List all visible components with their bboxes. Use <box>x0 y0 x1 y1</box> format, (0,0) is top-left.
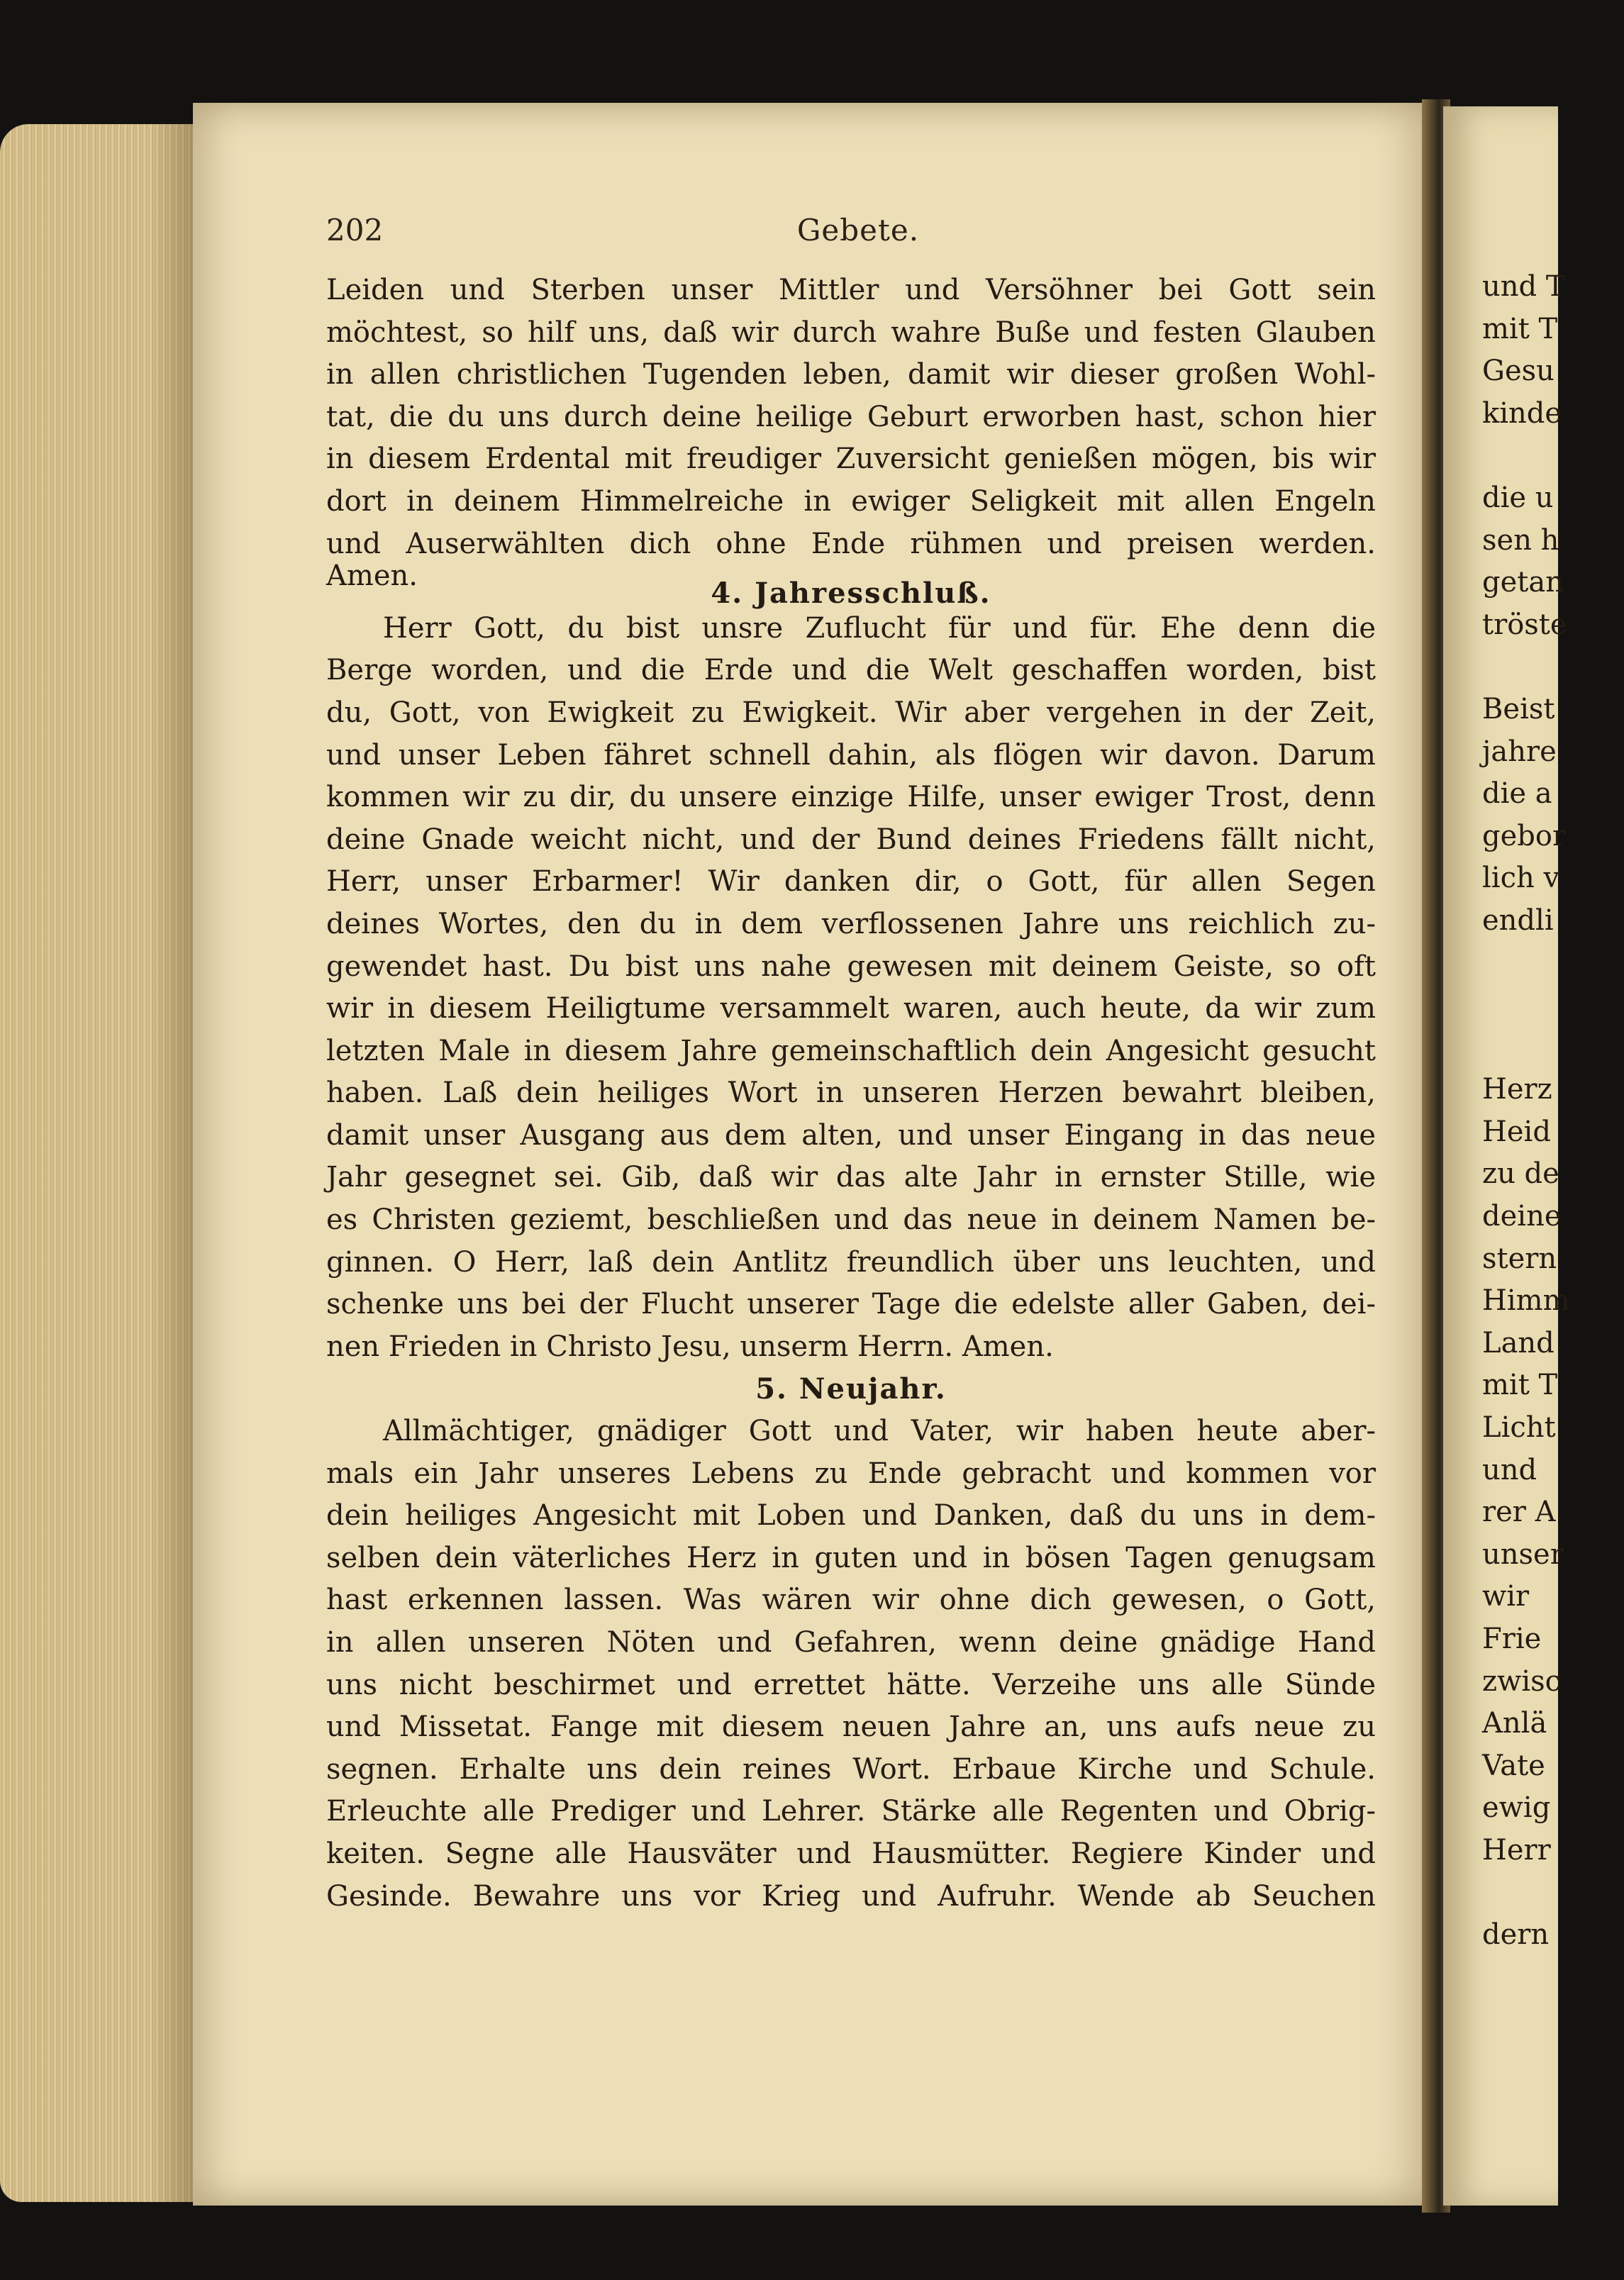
text-line: und Auserwählten dich ohne Ende rühmen und preisen werden. <box>326 527 1376 560</box>
text-line: haben. Laß dein heiliges Wort in unseren Herzen bewahrt bleiben, <box>326 1077 1376 1110</box>
right-page-fragment: Licht <box>1482 1411 1556 1445</box>
right-page-fragment: Himm <box>1482 1284 1570 1318</box>
right-page-fragment: lich v <box>1482 862 1560 895</box>
text-line: Herr, unser Erbarmer! Wir danken dir, o Gott, für allen Segen <box>326 865 1376 899</box>
right-page-fragment: und T <box>1482 270 1565 303</box>
text-line: in allen christlichen Tugenden leben, damit wir dieser großen Wohl- <box>326 358 1376 391</box>
text-line: Allmächtiger, gnädiger Gott und Vater, wir haben heute aber- <box>383 1415 1376 1448</box>
right-page-fragment: tröste <box>1482 608 1567 641</box>
right-page-fragment: zu de <box>1482 1157 1559 1191</box>
amen-heading-row <box>326 560 1376 611</box>
running-title: Gebete. <box>796 213 920 248</box>
page-header <box>326 213 1390 255</box>
text-line: du, Gott, von Ewigkeit zu Ewigkeit. Wir aber vergehen in der Zeit, <box>326 696 1376 729</box>
right-page-fragment: die a <box>1482 777 1552 811</box>
right-page-fragment: Herz <box>1482 1073 1552 1106</box>
text-line: tat, die du uns durch deine heilige Geburt erworben hast, schon hier <box>326 400 1376 433</box>
text-line: mals ein Jahr unseres Lebens zu Ende gebracht und kommen vor <box>326 1457 1376 1490</box>
text-line: Erleuchte alle Prediger und Lehrer. Stärke alle Regenten und Obrig- <box>326 1795 1376 1828</box>
right-page-fragment: endli <box>1482 903 1554 937</box>
section-heading-neujahr: 5. Neujahr. <box>755 1372 947 1406</box>
right-page-fragment: die u <box>1482 481 1554 514</box>
right-page-fragment: stern <box>1482 1242 1557 1275</box>
text-line: und Missetat. Fange mit diesem neuen Jahre an, uns aufs neue zu <box>326 1711 1376 1744</box>
text-line: ginnen. O Herr, laß dein Antlitz freundlich über uns leuchten, und <box>326 1245 1376 1279</box>
right-page-fragment: Beist <box>1482 692 1555 725</box>
text-line: dort in deinem Himmelreiche in ewiger Seligkeit mit allen Engeln <box>326 484 1376 518</box>
text-line: dein heiliges Angesicht mit Loben und Danken, daß du uns in dem- <box>326 1499 1376 1533</box>
right-page-fragment: Land <box>1482 1326 1555 1359</box>
text-line: Jahr gesegnet sei. Gib, daß wir das alte Jahr in ernster Stille, wie <box>326 1161 1376 1194</box>
section-neujahr <box>326 1411 1376 1918</box>
right-page-fragment: getan <box>1482 566 1564 599</box>
right-page-fragment: jahre <box>1482 735 1557 768</box>
text-line: nen Frieden in Christo Jesu, unserm Herrn. Amen. <box>326 1330 1054 1363</box>
text-line: in allen unseren Nöten und Gefahren, wenn deine gnädige Hand <box>326 1626 1376 1659</box>
right-page-fragment: Vate <box>1482 1749 1545 1782</box>
right-page-fragment: Frie <box>1482 1623 1542 1655</box>
text-line: in diesem Erdental mit freudiger Zuversicht genießen mögen, bis wir <box>326 443 1376 476</box>
right-page-fragment: sen h <box>1482 523 1559 557</box>
text-line: deines Wortes, den du in dem verflossenen Jahre uns reichlich zu- <box>326 907 1376 940</box>
right-page-fragment: deine <box>1482 1200 1562 1233</box>
right-page-fragment: mit T <box>1482 1369 1558 1402</box>
right-page-partial <box>1443 106 1570 2206</box>
section-heading-jahresschluss: 4. Jahresschluß. <box>711 577 991 611</box>
right-page-fragments <box>1482 266 1624 1957</box>
right-page-fragment <box>1482 942 1624 985</box>
amen-text: Amen. <box>326 560 418 593</box>
text-line: wir in diesem Heiligtume versammelt waren, auch heute, da wir zum <box>326 992 1376 1025</box>
right-page-fragment <box>1482 1027 1624 1069</box>
right-page-fragment <box>1482 646 1624 689</box>
text-line: es Christen geziemt, beschließen und das neue in deinem Namen be- <box>326 1203 1376 1237</box>
right-page-fragment: wir <box>1482 1580 1530 1613</box>
right-page-fragment: mit T <box>1482 312 1558 345</box>
text-line: Leiden und Sterben unser Mittler und Versöhner bei Gott sein <box>326 274 1376 306</box>
right-page-fragment: Herr <box>1482 1833 1551 1867</box>
prayer-continuation <box>326 269 1376 565</box>
right-page-fragment: Anlä <box>1482 1707 1547 1740</box>
page-number: 202 <box>326 213 384 248</box>
text-line: kommen wir zu dir, du unsere einzige Hilfe, unser ewiger Trost, denn <box>326 781 1376 814</box>
text-line: Herr Gott, du bist unsre Zuflucht für und für. Ehe denn die <box>383 611 1376 645</box>
text-line: gewendet hast. Du bist uns nahe gewesen mit deinem Geiste, so oft <box>326 950 1376 983</box>
section-jahresschluss <box>326 608 1376 1369</box>
text-line: schenke uns bei der Flucht unserer Tage die edelste aller Gaben, dei- <box>326 1288 1376 1321</box>
text-line: segnen. Erhalte uns dein reines Wort. Erbaue Kirche und Schule. <box>326 1752 1376 1786</box>
text-line: selben dein väterliches Herz in guten und in bösen Tagen genugsam <box>326 1541 1376 1574</box>
text-line: deine Gnade weicht nicht, und der Bund deines Friedens fällt nicht, <box>326 823 1376 856</box>
text-line: und unser Leben fähret schnell dahin, als flögen wir davon. Darum <box>326 738 1376 772</box>
right-page-fragment <box>1482 435 1624 477</box>
text-line: Gesinde. Bewahre uns vor Krieg und Aufruhr. Wende ab Seuchen <box>326 1879 1376 1913</box>
text-line: damit unser Ausgang aus dem alten, und unser Eingang in das neue <box>326 1118 1376 1152</box>
right-page-fragment: Gesu <box>1482 355 1555 388</box>
right-page-fragment <box>1482 984 1624 1027</box>
page-edges-stack <box>0 124 193 2202</box>
right-page-fragment: Heid <box>1482 1115 1551 1148</box>
right-page-fragment: und <box>1482 1453 1537 1486</box>
page-body <box>326 269 1376 1918</box>
text-line: uns nicht beschirmet und errettet hätte. Verzeihe uns alle Sünde <box>326 1668 1376 1701</box>
text-line: Berge worden, und die Erde und die Welt geschaffen worden, bist <box>326 654 1376 687</box>
right-page-fragment: zwisc <box>1482 1664 1562 1698</box>
right-page-fragment: gebor <box>1482 819 1567 852</box>
right-page-fragment <box>1482 1872 1624 1915</box>
text-line: keiten. Segne alle Hausväter und Hausmütter. Regiere Kinder und <box>326 1837 1376 1870</box>
text-line: möchtest, so hilf uns, daß wir durch wahre Buße und festen Glauben <box>326 316 1376 349</box>
right-page-fragment: rer A <box>1482 1496 1556 1529</box>
right-page-fragment: unser <box>1482 1537 1564 1571</box>
text-line: hast erkennen lassen. Was wären wir ohne dich gewesen, o Gott, <box>326 1584 1376 1617</box>
text-line: letzten Male in diesem Jahre gemeinschaftlich dein Angesicht gesucht <box>326 1034 1376 1067</box>
right-page-fragment: kinde <box>1482 396 1562 430</box>
right-page-fragment: ewig <box>1482 1791 1551 1825</box>
right-page-fragment: dern <box>1482 1918 1550 1952</box>
